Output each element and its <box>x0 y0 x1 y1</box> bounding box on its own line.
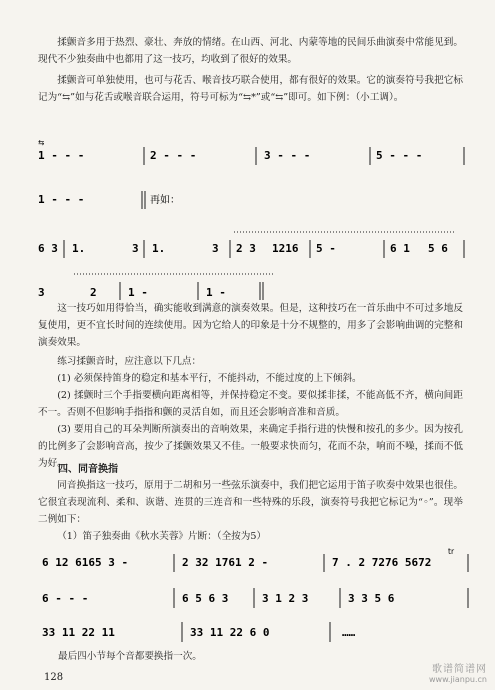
score-ex7-dots: …… <box>342 626 356 639</box>
score-ex3-c: 3 <box>132 242 139 255</box>
paragraph-5: (1) 必须保持笛身的稳定和基本平行，不能抖动，不能过度的上下倾斜。 <box>57 373 362 384</box>
score-ex4-b: 2 <box>90 286 97 299</box>
score-example-3 <box>34 226 474 262</box>
paragraph-6: (2) 揉颤时三个手指要横向距离相等，并保持稳定不变。要似揉非揉，不能高低不齐，横向间距不一。否则不但影响手指指和颤的灵活自如，而且还会影响音准和音质。 <box>38 390 463 418</box>
score-ex4-c: 1 - <box>128 286 148 299</box>
score-ex1-m4: 5 - - - <box>376 149 423 162</box>
watermark <box>429 660 487 684</box>
score-ex3-a: 6 3 <box>38 242 58 255</box>
watermark-line-2: www.jianpu.cn <box>428 675 487 684</box>
paragraph-10: 最后四小节每个音都要换指一次。 <box>58 651 202 662</box>
score-ex6-d: 3 3 5 6 <box>348 592 395 605</box>
paragraph-2: 揉颤音可单独使用，也可与花舌、喉音技巧联合使用，都有很好的效果。它的演奏符号我把它标记为“⇆”如与花舌或喉音联合运用，符号可标为“⇆*”或“⇆”即可。如下例：（小工调）。 <box>38 75 463 103</box>
score-example-2 <box>34 181 474 211</box>
score-ex6-a: 6 - - - <box>42 592 89 605</box>
paragraph-4: 练习揉颤音时，应注意以下几点： <box>57 356 202 367</box>
score-ex3-h: 5 - <box>316 242 336 255</box>
paragraph-7: (3) 要用自己的耳朵判断所演奏出的音响效果，来确定手指行进的快慢和按孔的多少。因为按孔的比例多了会影响音高，按少了揉颤效果又不佳。一般要求快而匀，花而不杂，响而不噪，揉而不低为好。 <box>38 424 463 469</box>
score-example-7 <box>34 616 474 646</box>
score-ex3-g: 1216 <box>272 242 299 255</box>
score-ex1-m3: 3 - - - <box>264 149 311 162</box>
paragraph-3: 这一技巧如用得恰当，确实能收到满意的演奏效果。但是，这种技巧在一首乐曲中不可过多地反复使用，更不宜长时间的连续使用。因为它给人的印象是十分不规整的，用多了会影响曲调的完整和演奏效果。 <box>38 303 463 348</box>
page-number: 128 <box>44 672 64 683</box>
paragraph-8: 同音换指这一技巧，原用于二胡和另一些弦乐演奏中，我们把它运用于笛子吹奏中效果也很佳。它很宜表现流利、柔和、诙谐、连贯的三连音和一些特殊的乐段，演奏符号我把它标记为“◦”。现举二例如下： <box>38 480 463 525</box>
score-ex5-trill: tr <box>448 547 455 556</box>
score-ex3-f: 2 3 <box>236 242 256 255</box>
paragraph-9: （1）笛子独奏曲《秋水芙蓉》片断：（全按为5） <box>57 531 267 542</box>
score-ex5-c: 7 . 2 7276 5672 <box>332 556 432 569</box>
score-ex2-m1: 1 - - - <box>38 193 85 206</box>
score-example-4 <box>34 270 474 302</box>
score-ex6-c: 3 1 2 3 <box>262 592 309 605</box>
score-example-1 <box>34 135 474 167</box>
score-ex4-d: 1 - <box>206 286 226 299</box>
score-ex6-b: 6 5 6 3 <box>182 592 229 605</box>
score-ex7-a: 33 11 22 11 <box>42 626 115 639</box>
score-ex3-i: 6 1 <box>390 242 410 255</box>
score-example-5 <box>34 546 474 576</box>
score-ex1-m2: 2 - - - <box>150 149 197 162</box>
paragraph-1: 揉颤音多用于热烈、豪壮、奔放的情绪。在山西、河北、内蒙等地的民间乐曲演奏中常能见到。现代不少独奏曲中也都用了这一技巧，均收到了很好的效果。 <box>38 37 463 65</box>
score-ex7-b: 33 11 22 6 0 <box>190 626 270 639</box>
score-ex3-j: 5 6 <box>428 242 448 255</box>
score-ex1-m1: 1 - - - <box>38 149 85 162</box>
score-ex5-b: 2 32 1761 2 - <box>182 556 269 569</box>
score-ex2-zai-ru: 再如： <box>150 195 180 206</box>
score-ex3-b: 1. <box>72 242 86 255</box>
score-ex3-e: 3 <box>212 242 219 255</box>
score-ex3-d: 1. <box>152 242 166 255</box>
score-ex5-a: 6 12 6165 3 - <box>42 556 129 569</box>
section-heading: 四、同音换指 <box>58 464 118 475</box>
vibrato-symbol: ⇆ <box>38 138 45 147</box>
score-ex4-a: 3 <box>38 286 45 299</box>
score-example-6 <box>34 578 474 614</box>
watermark-line-1: 歌谱简谱网 <box>432 664 487 675</box>
